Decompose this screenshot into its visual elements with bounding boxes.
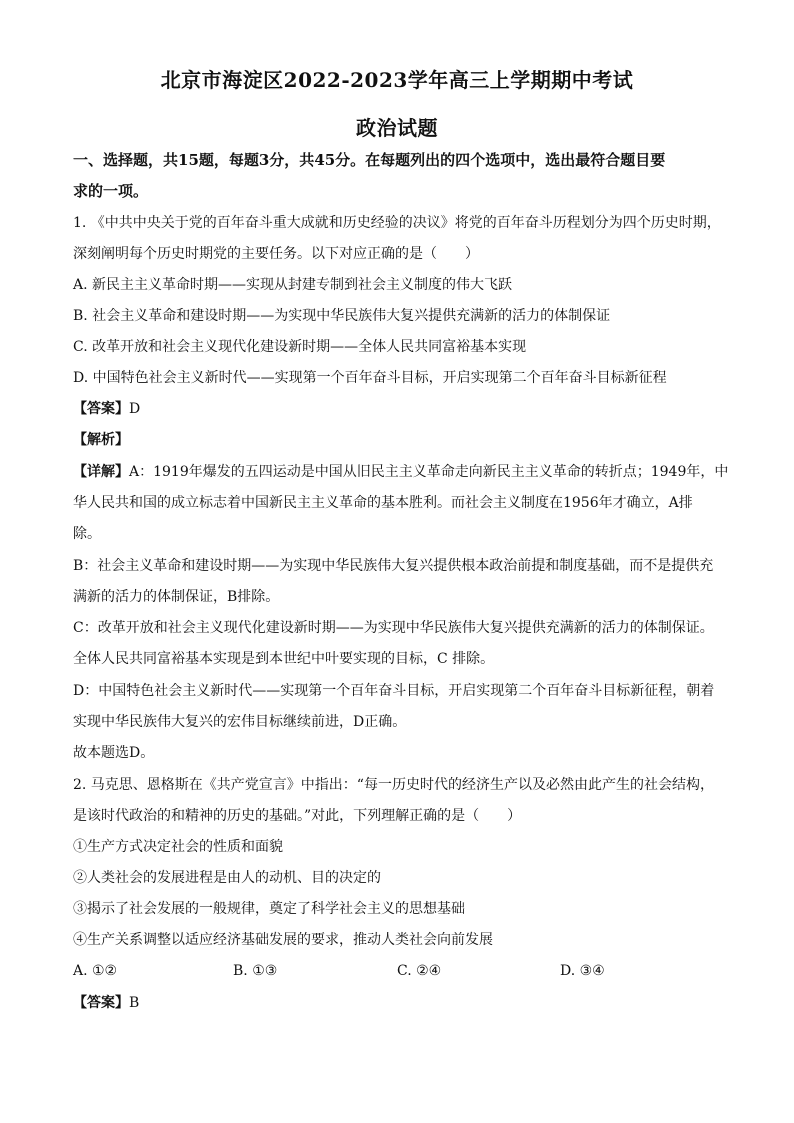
q2-option-c: C. ②④ [397,963,442,979]
q1-stem-line-1: 1. 《中共中央关于党的百年奋斗重大成就和历史经验的决议》将党的百年奋斗历程划分为四个历史时期， [73,215,721,231]
section-instruction-line-2: 求的一项。 [73,182,149,200]
q1-explanation-line-6: C：改革开放和社会主义现代化建设新时期——为实现中华民族伟大复兴提供充满新的活力的体制保证。 [73,620,714,636]
page-subtitle: 政治试题 [356,116,438,140]
q1-option-a: A. 新民主主义革命时期——实现从封建专制到社会主义制度的伟大飞跃 [73,277,513,293]
q2-option-b: B. ①③ [233,963,278,979]
q1-answer-value: D [129,401,141,417]
q1-explanation-line-9: 实现中华民族伟大复兴的宏伟目标继续前进，D正确。 [73,714,407,730]
q1-explanation-line-5: 满新的活力的体制保证，B排除。 [73,589,280,605]
q1-explanation-text-1: A：1919年爆发的五四运动是中国从旧民主主义革命走向新民主主义革命的转折点；1949年，中 [129,464,729,480]
q2-stem-line-1: 2. 马克思、恩格斯在《共产党宣言》中指出：“每一历史时代的经济生产以及必然由此产生的社会结构， [73,777,714,793]
q2-item-1: ①生产方式决定社会的性质和面貌 [73,839,283,855]
q1-analysis-label: 【解析】 [73,432,129,448]
section-instruction-line-1: 一、选择题，共15题，每题3分，共45分。在每题列出的四个选项中，选出最符合题目要 [73,151,666,169]
q2-item-2: ②人类社会的发展进程是由人的动机、目的决定的 [73,870,381,886]
q2-answer-label: 【答案】 [73,995,129,1011]
q1-option-c: C. 改革开放和社会主义现代化建设新时期——全体人民共同富裕基本实现 [73,339,527,355]
q2-item-3: ③揭示了社会发展的一般规律，奠定了科学社会主义的思想基础 [73,901,465,917]
q2-option-d: D. ③④ [560,963,605,979]
q1-conclusion: 故本题选D。 [73,745,155,761]
q1-explanation-line-3: 除。 [73,526,101,542]
q1-detail-label: 【详解】 [73,464,129,480]
q1-explanation-line-8: D：中国特色社会主义新时代——实现第一个百年奋斗目标，开启实现第二个百年奋斗目标新征程，朝着 [73,683,715,699]
q1-answer [73,399,733,419]
q1-stem-line-2: 深刻阐明每个历史时期党的主要任务。以下对应正确的是（ ） [73,246,479,262]
q1-explanation-line-4: B：社会主义革命和建设时期——为实现中华民族伟大复兴提供根本政治前提和制度基础，而不是提供充 [73,558,714,574]
q2-option-a: A. ①② [73,963,118,979]
q2-answer-value: B [129,995,140,1011]
q1-explanation-line-7: 全体人民共同富裕基本实现是到本世纪中叶要实现的目标，C 排除。 [73,651,495,667]
q1-option-b: B. 社会主义革命和建设时期——为实现中华民族伟大复兴提供充满新的活力的体制保证 [73,308,611,324]
q1-explanation-line-2: 华人民共和国的成立标志着中国新民主主义革命的基本胜利。而社会主义制度在1956年才确立，A排 [73,495,693,511]
q1-answer-label: 【答案】 [73,401,129,417]
q1-explanation-line-1 [73,462,733,482]
q2-stem-line-2: 是该时代政治的和精神的历史的基础。”对此，下列理解正确的是（ ） [73,808,522,824]
page-title: 北京市海淀区2022-2023学年高三上学期期中考试 [160,68,634,92]
q2-answer [73,993,733,1013]
q1-option-d: D. 中国特色社会主义新时代——实现第一个百年奋斗目标，开启实现第二个百年奋斗目标新征程 [73,370,667,386]
q2-item-4: ④生产关系调整以适应经济基础发展的要求，推动人类社会向前发展 [73,932,493,948]
